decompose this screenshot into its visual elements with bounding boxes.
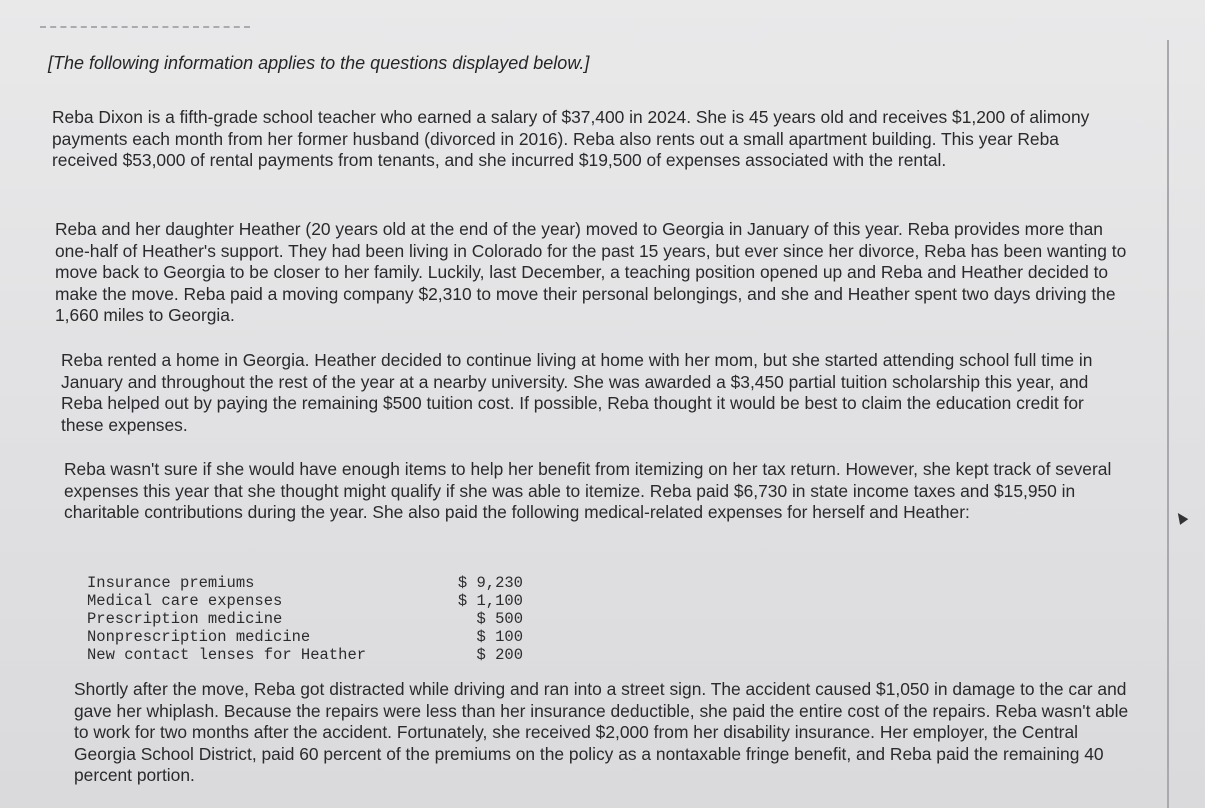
intro-note: [The following information applies to the questions displayed below.] xyxy=(48,53,590,73)
scrollbar-rule xyxy=(1167,40,1169,808)
expense-amount: $ 1,100 xyxy=(457,592,523,610)
expense-amount: $ 100 xyxy=(476,628,523,646)
paragraph-move-to-georgia: Reba and her daughter Heather (20 years old at the end of the year) moved to Georgia in January of this year. Reba provides more than one-half of Heather's support. They had been living in Colorado for the past 15 years, but ever since her divorce, Reba has been wanting to move back to Georgia to be closer to her family. Luckily, last December, a teaching position opened up and Reba and Heather decided to make the move. Reba paid a moving company $2,310 to move their personal belongings, and she and Heather spent two days driving the 1,660 miles to Georgia. xyxy=(55,219,1127,325)
paragraph-education: Reba rented a home in Georgia. Heather decided to continue living at home with her mom, but she started attending school full time in January and throughout the rest of the year at a nearby university. She was awarded a $3,450 partial tuition scholarship this year, and Reba helped out by paying the remaining $500 tuition cost. If possible, Reba thought it would be best to claim the education credit for these expenses. xyxy=(61,350,1093,435)
expense-label: New contact lenses for Heather xyxy=(87,646,367,664)
expense-label: Medical care expenses xyxy=(87,592,283,610)
table-row xyxy=(87,574,523,592)
paragraph-itemized-expenses: Reba wasn't sure if she would have enough items to help her benefit from itemizing on her tax return. However, she kept track of several expenses this year that she thought might qualify if she was able to itemize. Reba paid $6,730 in state income taxes and $15,950 in charitable contributions during the year. She also paid the following medical-related expenses for herself and Heather: xyxy=(64,459,1112,522)
expense-amount: $ 500 xyxy=(476,610,523,628)
table-row xyxy=(87,628,523,646)
paragraph-salary-alimony-rental: Reba Dixon is a fifth-grade school teacher who earned a salary of $37,400 in 2024. She is 45 years old and receives $1,200 of alimony payments each month from her former husband (divorced in 2016). Reba also rents out a small apartment building. This year Reba received $53,000 of rental payments from tenants, and she incurred $19,500 of expenses associated with the rental. xyxy=(52,107,1090,170)
table-row xyxy=(87,646,523,664)
expense-label: Insurance premiums xyxy=(87,574,255,592)
paragraph-accident-disability: Shortly after the move, Reba got distracted while driving and ran into a street sign. The accident caused $1,050 in damage to the car and gave her whiplash. Because the repairs were less than her insurance deductible, she paid the entire cost of the repairs. Reba wasn't able to work for two months after the accident. Fortunately, she received $2,000 from her disability insurance. Her employer, the Central Georgia School District, paid 60 percent of the premiums on the policy as a nontaxable fringe benefit, and Reba paid the remaining 40 percent portion. xyxy=(74,679,1129,785)
expense-amount: $ 200 xyxy=(476,646,523,664)
expense-label: Nonprescription medicine xyxy=(87,628,311,646)
page-edge-divider xyxy=(40,26,250,30)
expense-label: Prescription medicine xyxy=(87,610,283,628)
table-row xyxy=(87,592,523,610)
expense-amount: $ 9,230 xyxy=(457,574,523,592)
medical-expenses-table xyxy=(87,574,523,664)
mouse-cursor-icon xyxy=(1174,510,1189,525)
table-row xyxy=(87,610,523,628)
